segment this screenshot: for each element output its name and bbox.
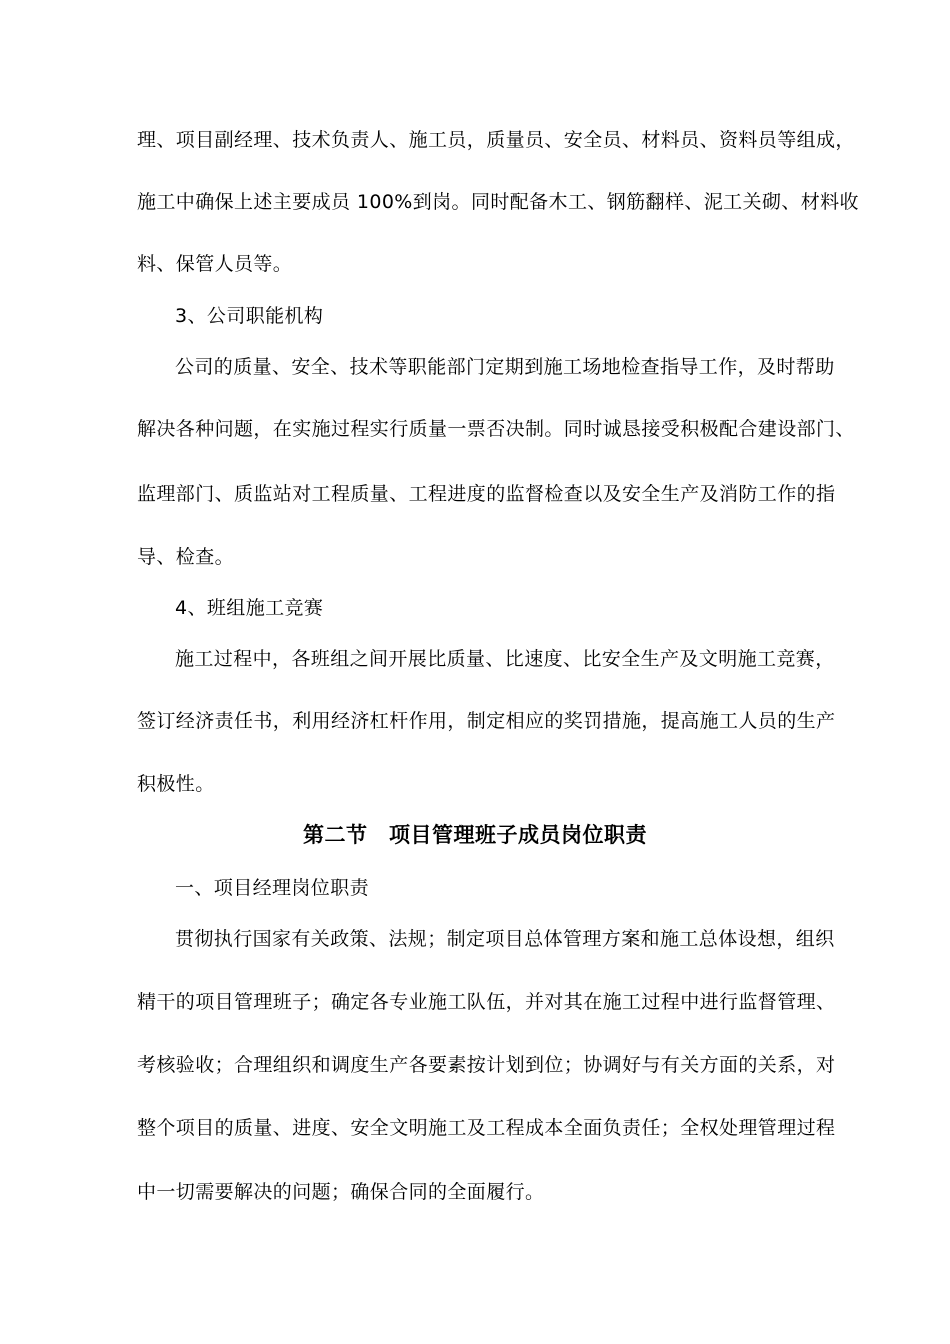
manager-paragraph-line: 整个项目的质量、进度、安全文明施工及工程成本全面负责任；全权处理管理过程	[137, 1117, 836, 1139]
manager-paragraph-line: 贯彻执行国家有关政策、法规；制定项目总体管理方案和施工总体设想，组织	[175, 928, 835, 950]
staff-paragraph-line: 施工中确保上述主要成员 100%到岗。同时配备木工、钢筋翻样、泥工关砌、材料收	[137, 191, 859, 213]
section-title: 第二节 项目管理班子成员岗位职责	[303, 823, 647, 847]
staff-paragraph-line: 料、保管人员等。	[137, 253, 293, 275]
staff-paragraph-line: 理、项目副经理、技术负责人、施工员，质量员、安全员、材料员、资料员等组成，	[137, 129, 855, 151]
manager-paragraph-line: 精干的项目管理班子；确定各专业施工队伍，并对其在施工过程中进行监督管理、	[137, 991, 836, 1013]
competition-paragraph-line: 施工过程中，各班组之间开展比质量、比速度、比安全生产及文明施工竞赛，	[175, 648, 835, 670]
manager-paragraph-line: 中一切需要解决的问题；确保合同的全面履行。	[137, 1181, 545, 1203]
company-functions-heading: 3、公司职能机构	[175, 305, 324, 327]
company-paragraph-line: 监理部门、质监站对工程质量、工程进度的监督检查以及安全生产及消防工作的指	[137, 483, 836, 505]
company-paragraph-line: 公司的质量、安全、技术等职能部门定期到施工场地检查指导工作，及时帮助	[175, 356, 835, 378]
team-competition-heading: 4、班组施工竞赛	[175, 597, 324, 619]
competition-paragraph-line: 签订经济责任书，利用经济杠杆作用，制定相应的奖罚措施，提高施工人员的生产	[137, 710, 836, 732]
manager-paragraph-line: 考核验收；合理组织和调度生产各要素按计划到位；协调好与有关方面的关系，对	[137, 1054, 836, 1076]
company-paragraph-line: 导、检查。	[137, 546, 235, 568]
project-manager-heading: 一、项目经理岗位职责	[175, 877, 370, 899]
company-paragraph-line: 解决各种问题，在实施过程实行质量一票否决制。同时诚恳接受积极配合建设部门、	[137, 418, 855, 440]
competition-paragraph-line: 积极性。	[137, 773, 215, 795]
